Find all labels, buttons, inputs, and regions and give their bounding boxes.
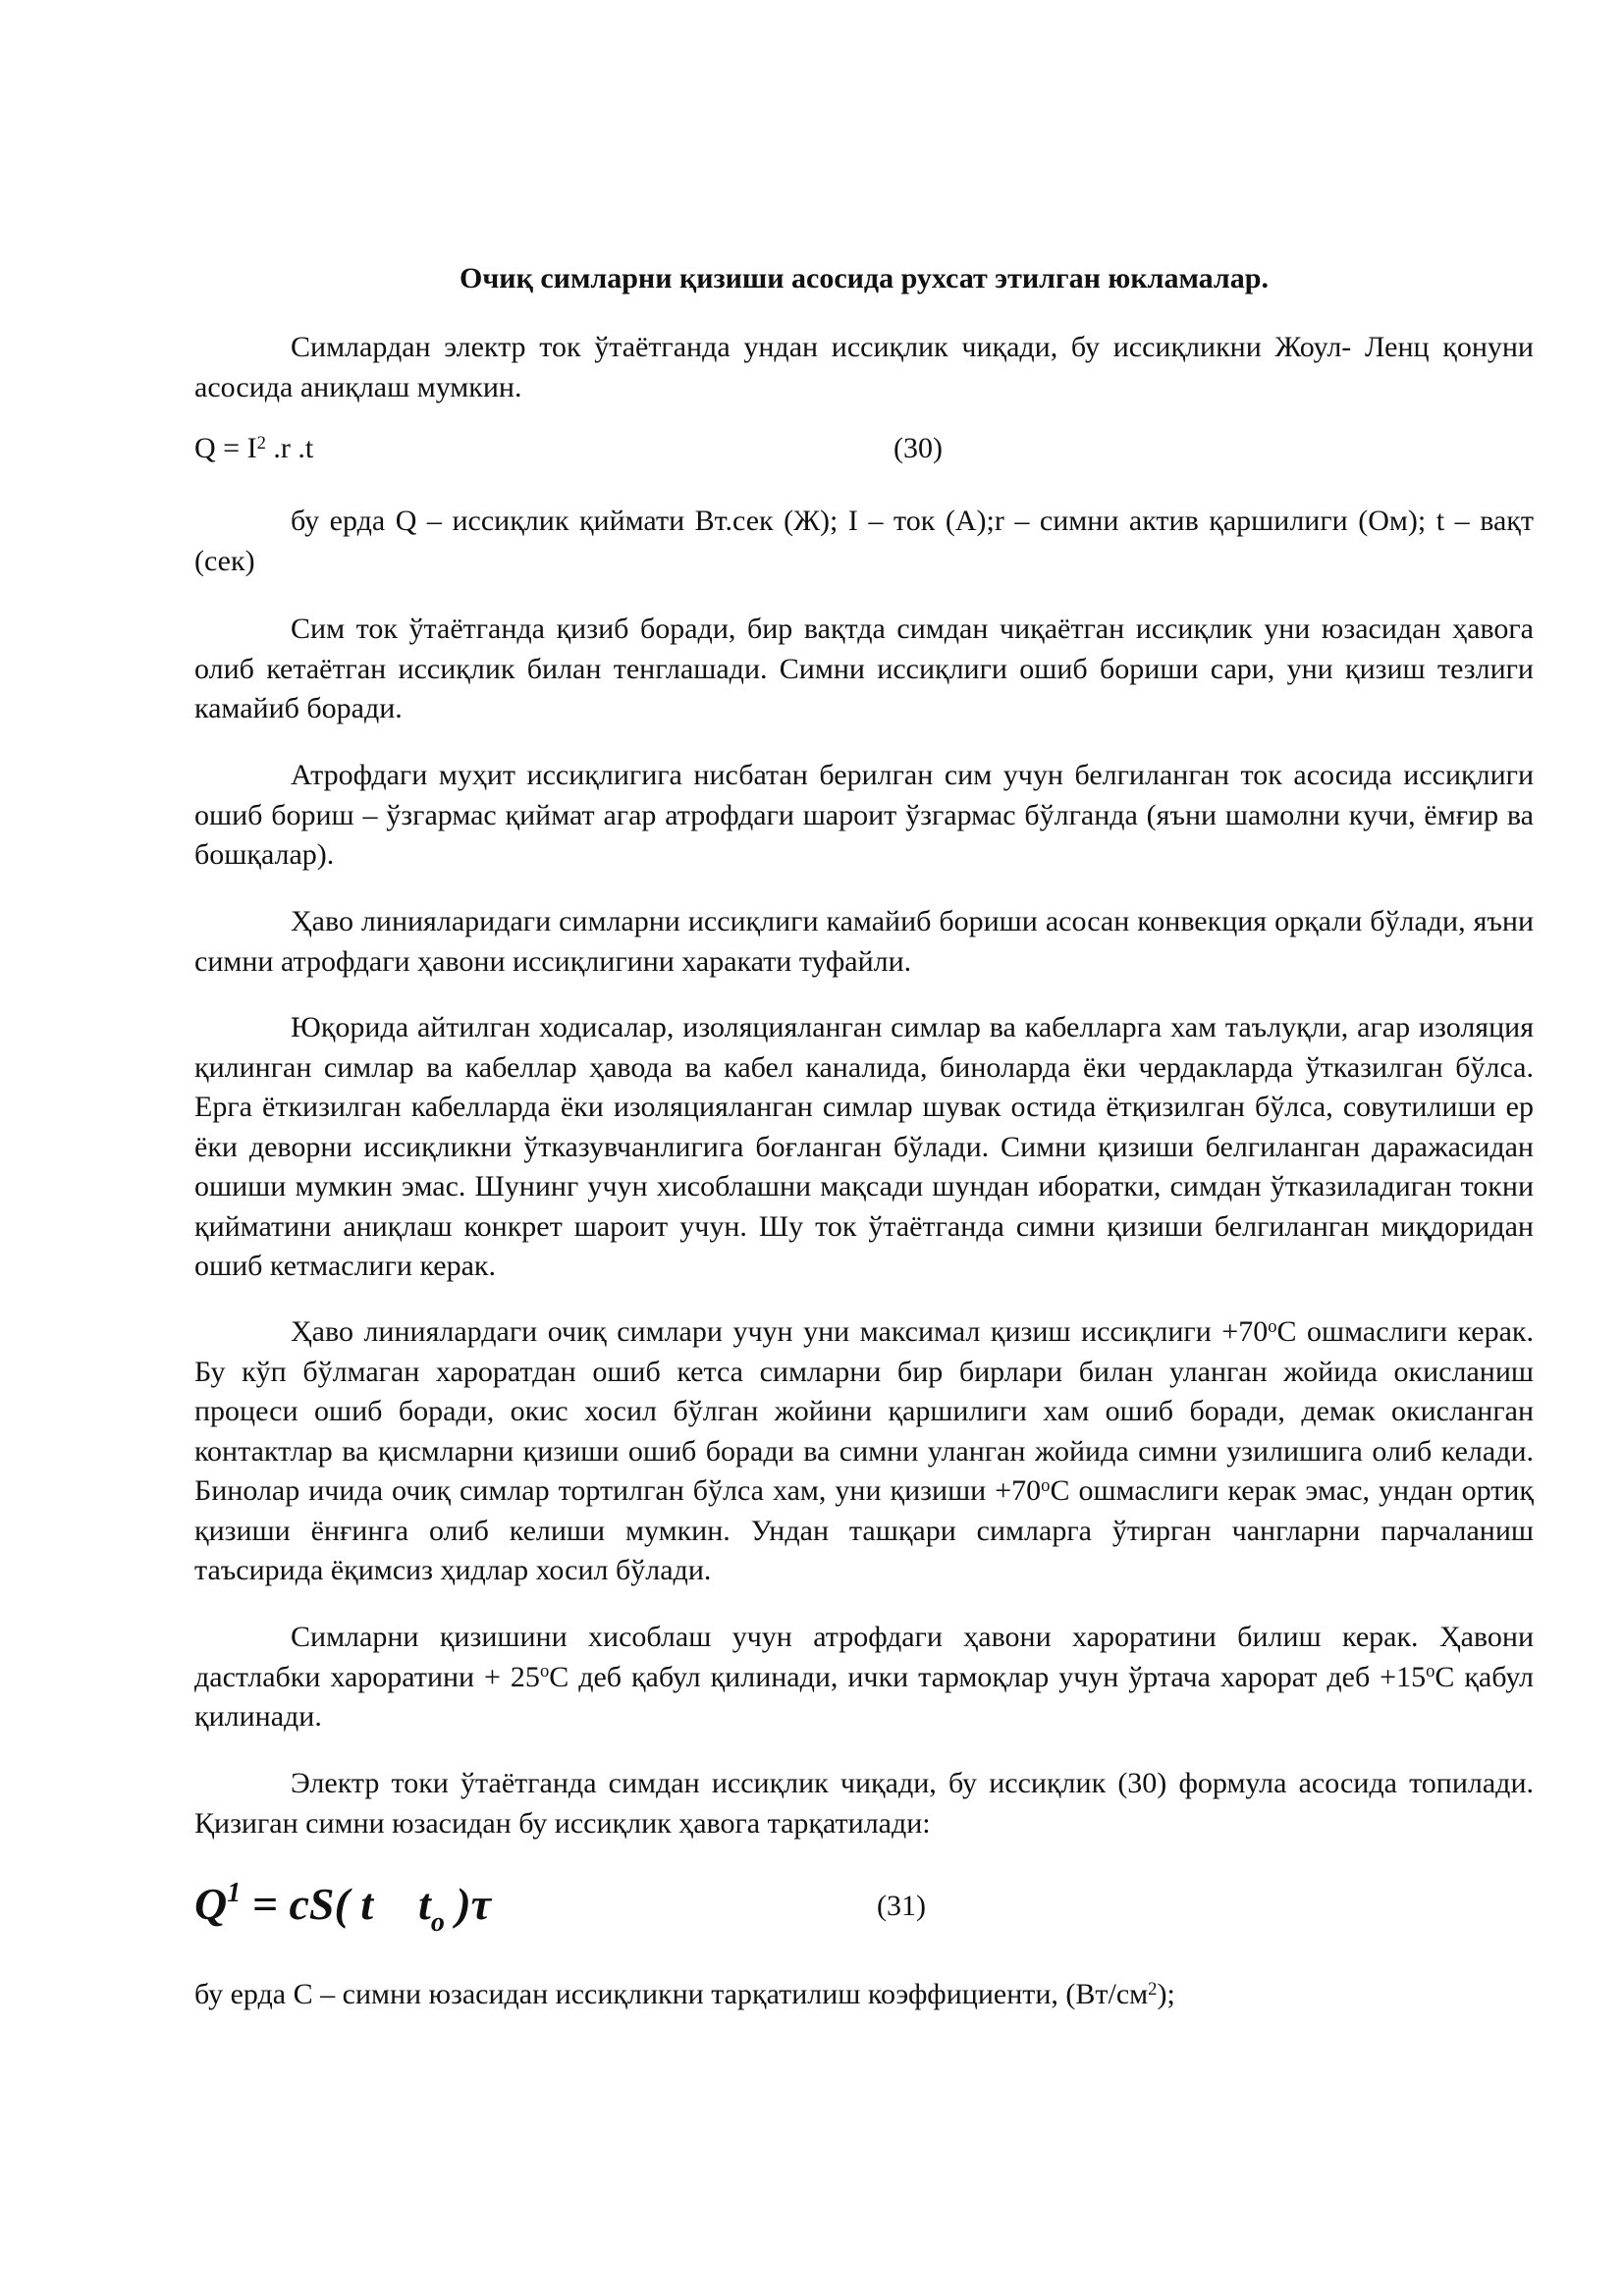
paragraph-insulated-cables: Юқорида айтилган ходисалар, изоляцияланган симлар ва кабелларга хам таълуқли, агар изоляция қилинган симлар ва кабеллар ҳавода ва кабел каналида, биноларда ёки чердакларда ўтказилган бўлса. Ерга ёткизилган кабелларда ёки изоляцияланган симлар шувак остида ётқизилган бўлса, совутилиши ер ёки деворни иссиқликни ўтказувчанлигига боғланган бўлади. Симни қизиши белгиланган даражасидан ошиши мумкин эмас. Шунинг учун хисоблашни мақсади шундан иборатки, симдан ўтказиладиган токни қийматини аниқлаш конкрет шароит учун. Шу ток ўтаётганда симни қизиши белгиланган миқдоридан ошиб кетмаслиги керак.: [194, 1011, 1534, 1282]
paragraph-joule-lenz: Симлардан электр ток ўтаётганда ундан иссиқлик чиқади, бу иссиқликни Жоул- Ленц қонуни асосида аниқлаш мумкин.: [194, 331, 1534, 403]
formula-31-number: (31): [877, 1890, 926, 1922]
paragraph-heating: Сим ток ўтаётганда қизиб боради, бир вақтда симдан чиқаётган иссиқлик уни юзасидан ҳавога олиб кетаётган иссиқлик билан тенглашади. Симни иссиқлиги ошиб бориши сари, уни қизиш тезлиги камайиб боради.: [194, 613, 1534, 724]
paragraph-heat-dissipation: Электр токи ўтаётганда симдан иссиқлик чиқади, бу иссиқлик (30) формула асосида топилади. Қизиган симни юзасидан бу иссиқлик ҳавога тарқатилади:: [194, 1767, 1534, 1840]
formula-30-expression: $Q = I^2$ .r .t: [194, 432, 314, 464]
formula-30-number: (30): [893, 432, 943, 464]
paragraph-definitions-31: бу ерда С – симни юзасидан иссиқликни тарқатилиш коэффициенти, $(Вт/см^2)$;: [194, 1978, 1175, 2010]
paragraph-max-temperature: Ҳаво линиялардаги очиқ симлари учун уни максимал қизиш иссиқлиги $+70^оС$ ошмаслиги керак. Бу кўп бўлмаган хароратдан ошиб кетса симларни бир бирлари билан уланган жойида окисланиш процеси ошиб боради, окис хосил бўлган жойини қаршилиги хам ошиб боради, демак окисланган контактлар ва қисмларни қизиши ошиб боради ва симни уланган жойида симни узилишига олиб келади. Бинолар ичида очиқ симлар тортилган бўлса хам, уни қизиши $+70^оС$ ошмаслиги керак эмас, ундан ортиқ қизиши ёнғинга олиб келиши мумкин. Ундан ташқари симларга ўтирган чангларни парчаланиш таъсирида ёқимсиз ҳидлар хосил бўлади.: [194, 1315, 1534, 1586]
paragraph-ambient: Атрофдаги муҳит иссиқлигига нисбатан берилган сим учун белгиланган ток асосида иссиқлиги ошиб бориш – ўзгармас қиймат агар атрофдаги шароит ўзгармас бўлганда (яъни шамолни кучи, ёмғир ва бошқалар).: [194, 759, 1534, 871]
paragraph-convection: Ҳаво линияларидаги симларни иссиқлиги камайиб бориши асосан конвекция орқали бўлади, яъни симни атрофдаги ҳавони иссиқлигини харакати туфайли.: [194, 905, 1534, 978]
formula-31: [194, 1877, 1534, 1936]
formula-30: [194, 429, 1534, 472]
document-title: Очиқ симларни қизиши асосида рухсат этилган юкламалар.: [460, 262, 1269, 294]
formula-31-expression: $Q^1 = cS$( t $t_o$ )τ: [194, 1878, 492, 1938]
paragraph-ambient-temperature: Симларни қизишини хисоблаш учун атрофдаги ҳавони хароратини билиш керак. Ҳавони дастлабки хароратини + $25^оС$ деб қабул қилинади, ички тармоқлар учун ўртача харорат деб $+15^оС$ қабул қилинади.: [194, 1621, 1534, 1733]
paragraph-definitions-30: бу ерда Q – иссиқлик қиймати Вт.сек (Ж); I – ток (А);r – симни актив қаршилиги (Ом); t – вақт (сек): [194, 505, 1534, 577]
